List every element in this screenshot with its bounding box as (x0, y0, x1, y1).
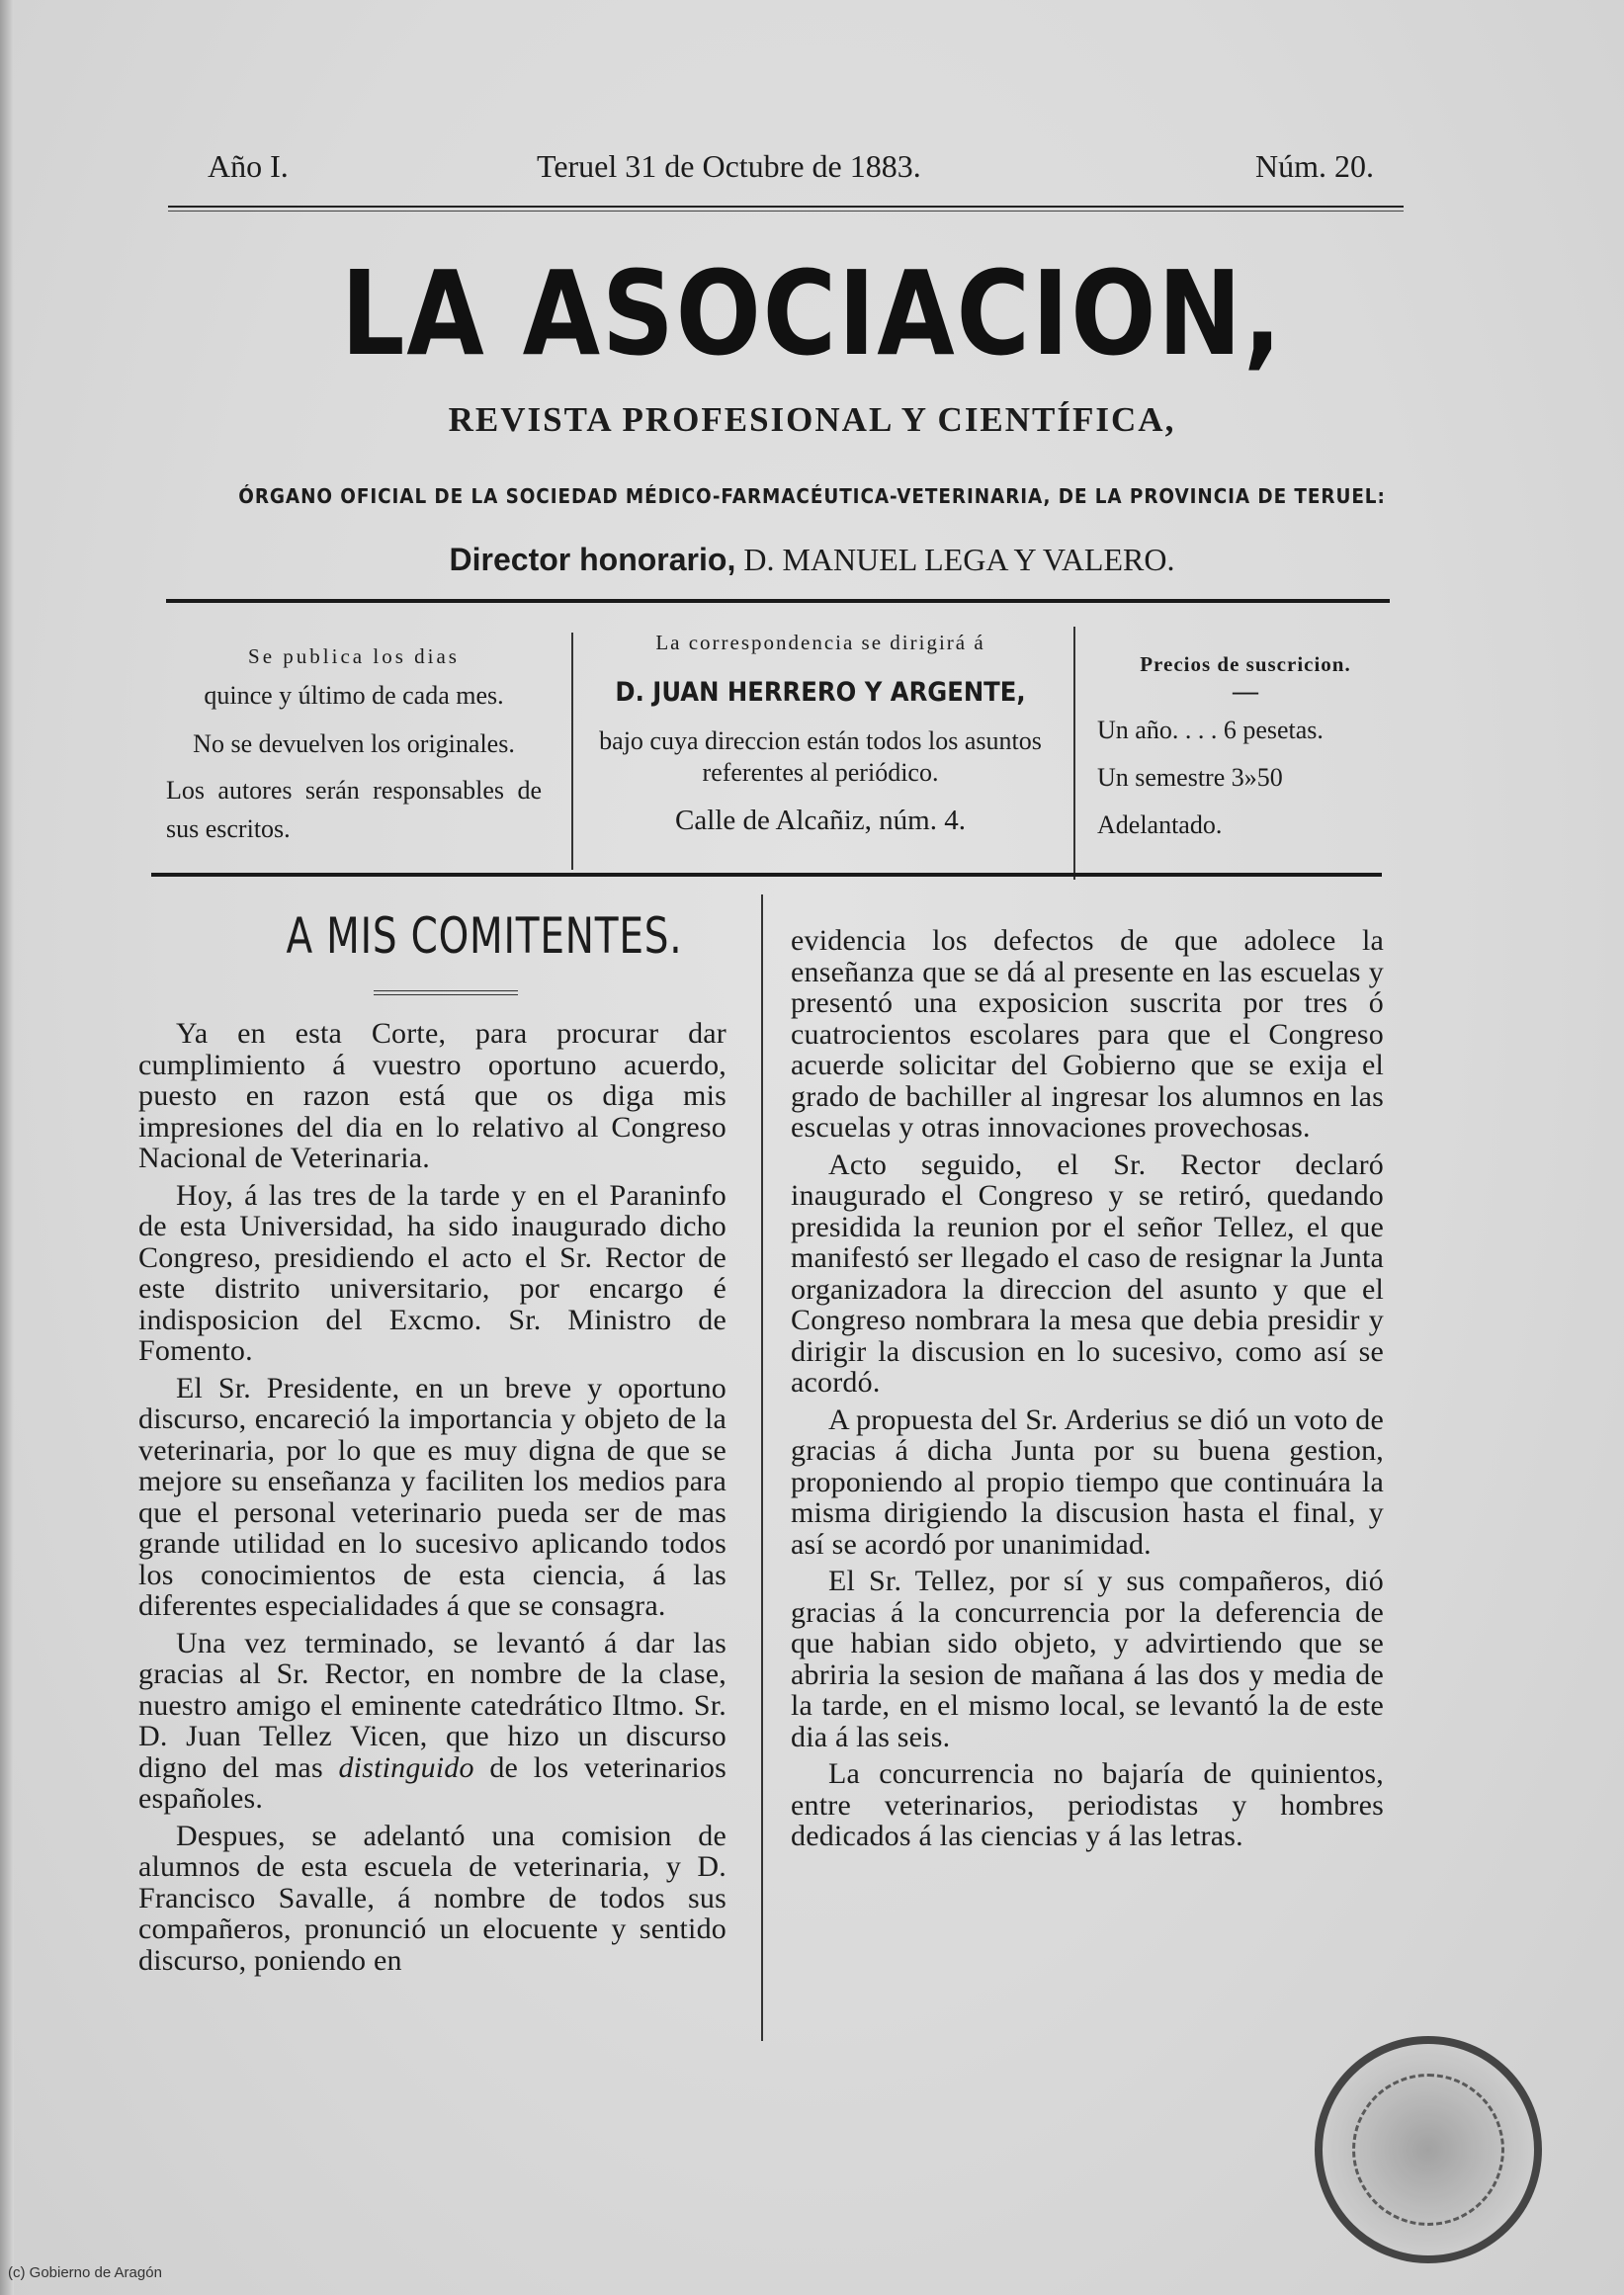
correspondencia-text: bajo cuya direccion están todos los asuntos referentes al periódico. (599, 726, 1042, 787)
column-divider (761, 894, 763, 2041)
library-stamp (1315, 2036, 1542, 2263)
paragraph: Acto seguido, el Sr. Rector declaró inaugurado el Congreso y se retiró, quedando presidida la reunion por el señor Tellez, el que manifestó ser llegado el caso de resignar la Junta organizadora la direccion del asunto y que el Congreso nombrara la mesa que debia presidir y dirigir la discusion en lo sucesivo, como así se acordó. (791, 1148, 1384, 1399)
paragraph: El Sr. Presidente, en un breve y oportuno discurso, encareció la importancia y objeto de la veterinaria, por lo que es muy digna de que se mejore su enseñanza y faciliten los medios para que el personal veterinario pueda ser de mas grande utilidad en lo sucesivo aplicando todos los conocimientos de esta ciencia, á las diferentes especialidades á que se consagra. (138, 1371, 727, 1622)
info-divider-2 (1073, 627, 1075, 880)
stamp-inner-ring (1352, 2074, 1504, 2226)
article-headline: A MIS COMITENTES. (286, 907, 683, 965)
paragraph: evidencia los defectos de que adolece la enseñanza que se dá al presente en las escuelas y presentó una exposicion suscrita por tres ó cuatrocientos escolares para que el Congreso acuerde solicitar del Gobierno que se exija el grado de bachiller al ingresar los alumnos en las escuelas y otras innovaciones provechosas. (791, 924, 1384, 1144)
info-divider-1 (571, 633, 573, 870)
subscription-prices (1097, 652, 1394, 849)
publica-label: Se publica los dias (248, 644, 460, 668)
masthead-organo: ÓRGANO OFICIAL DE LA SOCIEDAD MÉDICO-FARMACÉUTICA-VETERINARIA, DE LA PROVINCIA DE TERUEL: (238, 484, 1386, 508)
precios-label: Precios de suscricion. (1140, 652, 1351, 676)
article-column-2 (791, 925, 1384, 1858)
publication-info (166, 638, 542, 848)
issue-date: Teruel 31 de Octubre de 1883. (537, 148, 921, 184)
correspondencia-label: La correspondencia se dirigirá á (655, 631, 985, 654)
issue-number: Núm. 20. (1255, 148, 1374, 184)
masthead-subtitle: REVISTA PROFESIONAL Y CIENTÍFICA, (448, 400, 1176, 439)
director-name: D. MANUEL LEGA Y VALERO. (743, 542, 1175, 577)
paragraph (138, 1628, 727, 1815)
correspondencia-address: Calle de Alcañiz, núm. 4. (675, 805, 966, 836)
precios-dash: — (1233, 677, 1258, 706)
paragraph: La concurrencia no bajaría de quinientos, entre veterinarios, periodistas y hombres dedicados á las ciencias y á las letras. (791, 1757, 1384, 1852)
paragraph: Hoy, á las tres de la tarde y en el Paraninfo de esta Universidad, ha sido inaugurado dicho Congreso, presidiendo el acto el Sr. Rector de este distrito universitario, por encargo é indisposicion del Excmo. Sr. Ministro de Fomento. (138, 1178, 727, 1367)
top-rule (168, 206, 1404, 212)
originales-text: No se devuelven los originales. (193, 729, 515, 758)
precio-semestre: Un semestre 3»50 (1097, 763, 1283, 792)
correspondencia-name: D. JUAN HERRERO Y ARGENTE, (615, 677, 1026, 708)
issue-year: Año I. (208, 148, 289, 184)
article-column-1 (138, 1018, 727, 1982)
issue-line (168, 148, 1404, 208)
paragraph: El Sr. Tellez, por sí y sus compañeros, dió gracias á la concurrencia por la deferencia de que habian sido objeto, y advirtiendo que se abriria la sesion de mañana á las dos y media de la tarde, en el mismo local, se levantó la de este dia á las seis. (791, 1565, 1384, 1753)
italic-word: distinguido (338, 1750, 474, 1784)
correspondence-info (583, 631, 1058, 837)
info-rule (151, 873, 1382, 877)
publica-text: quince y último de cada mes. (204, 681, 504, 710)
autores-text: Los autores serán responsables de sus escritos. (166, 776, 542, 843)
page-edge-shadow (0, 0, 14, 2295)
director-label: Director honorario, (449, 542, 736, 577)
paragraph: Ya en esta Corte, para procurar dar cumplimiento á vuestro oportuno acuerdo, puesto en razon está que os diga mis impresiones del dia en lo relativo al Congreso Nacional de Veterinaria. (138, 1017, 727, 1174)
paragraph: A propuesta del Sr. Arderius se dió un voto de gracias á dicha Junta por su buena gestion, proponiendo al propio tiempo que continuára la misma dirigiendo la discusion hasta el final, y así se acordó por unanimidad. (791, 1402, 1384, 1561)
paragraph: Despues, se adelantó una comision de alumnos de esta escuela de veterinaria, y D. Francisco Savalle, á nombre de todos sus compañeros, pronunció un elocuente y sentido discurso, poniendo en (138, 1819, 727, 1977)
masthead-title: LA ASOCIACION, (340, 245, 1284, 382)
masthead-director (0, 542, 1624, 578)
headline-rule (374, 990, 518, 995)
paragraph-text: Una vez terminado, se levantó á dar las gracias al Sr. Rector, en nombre de la clase, nuestro amigo el eminente catedrático Iltmo. Sr. D. Juan Tellez Vicen, que hizo un discurso digno del mas (138, 1626, 727, 1784)
precio-ano: Un año. . . . 6 pesetas. (1097, 716, 1324, 744)
precio-adelantado: Adelantado. (1097, 810, 1223, 839)
masthead-rule (166, 599, 1390, 603)
image-credit: (c) Gobierno de Aragón (8, 2264, 162, 2281)
paragraph-text: de los veterinarios españoles. (138, 1750, 727, 1815)
